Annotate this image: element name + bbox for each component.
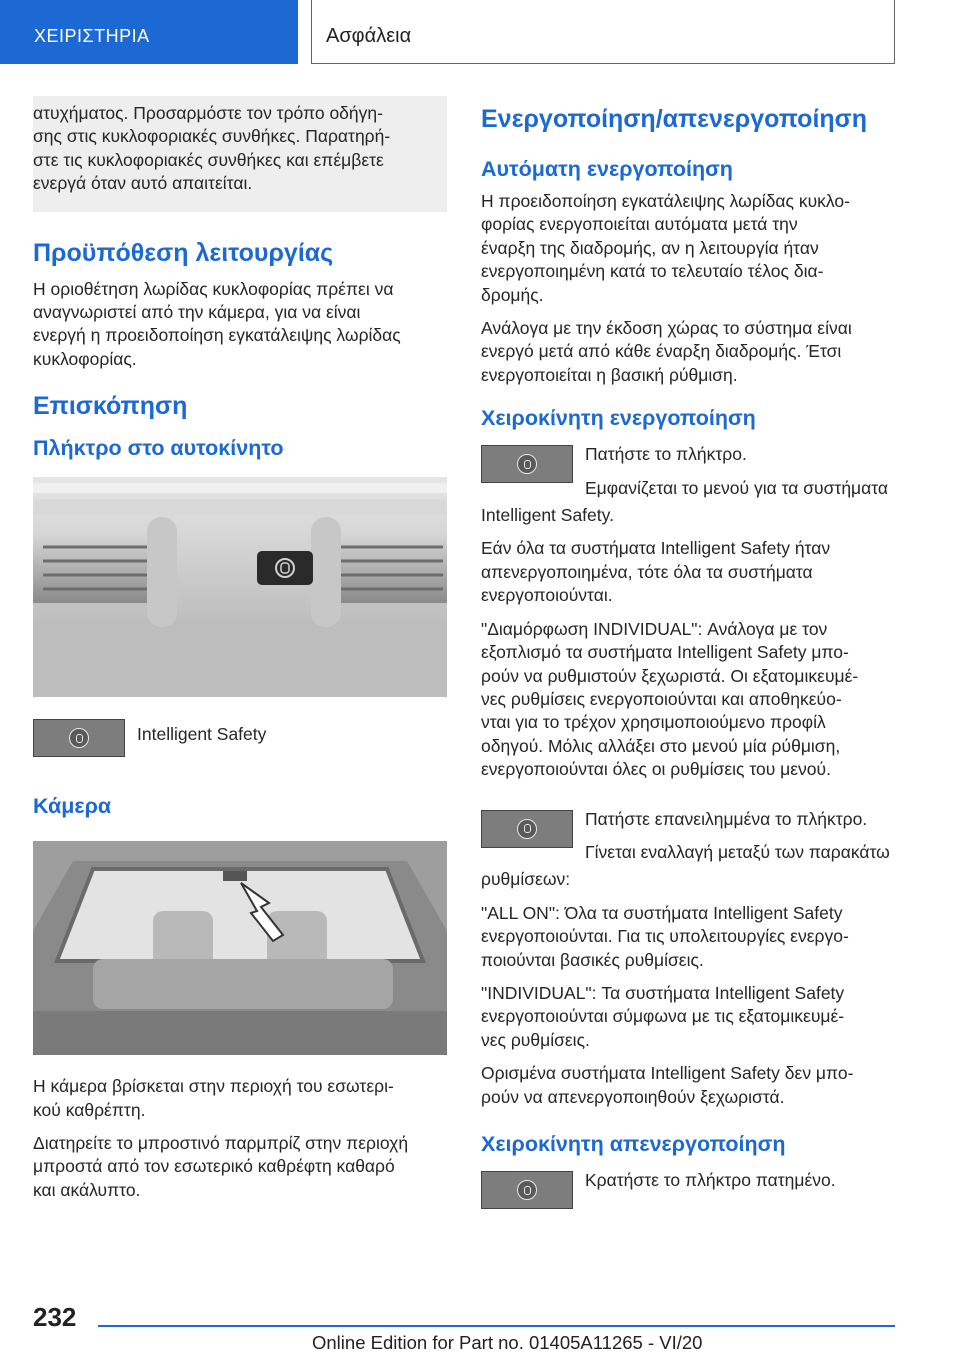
text-line: και ακάλυπτο. bbox=[33, 1179, 141, 1200]
header-section-tab bbox=[0, 0, 298, 64]
text-line: Ορισμένα συστήματα Intelligent Safety δεν μπο- bbox=[481, 1063, 854, 1084]
text-line: απενεργοποιημένα, τότε όλα τα συστήματα bbox=[481, 561, 813, 582]
text-line: δρομής. bbox=[481, 284, 544, 305]
overview-heading: Επισκόπηση bbox=[33, 392, 188, 421]
dashboard-illustration bbox=[33, 477, 447, 697]
camera-heading: Κάμερα bbox=[33, 794, 112, 819]
text-line: ρούν να απενεργοποιηθούν ξεχωριστά. bbox=[481, 1086, 785, 1107]
text-line: μπροστά από τον εσωτερικό καθρέφτη καθαρό bbox=[33, 1156, 395, 1177]
text-line: ποιούνται βασικές ρυθμίσεις. bbox=[481, 949, 704, 970]
text-line: οδηγού. Μόλις αλλάξει στο μενού μία ρύθμιση, bbox=[481, 735, 841, 756]
header-chapter-label: Ασφάλεια bbox=[326, 25, 412, 47]
edition-text: Online Edition for Part no. 01405A11265 - VI/20 bbox=[312, 1332, 703, 1353]
camera-location-photo bbox=[33, 841, 447, 1055]
prerequisite-heading: Προϋπόθεση λειτουργίας bbox=[33, 238, 334, 267]
text-line: κυκλοφορίας. bbox=[33, 348, 137, 369]
step-text: Πατήστε επανειλημμένα το πλήκτρο. bbox=[585, 808, 868, 829]
text-line: έναρξη της διαδρομής, αν η λειτουργία ήταν bbox=[481, 237, 819, 258]
text-line: ενεργό μετά από κάθε έναρξη διαδρομής. Έτσι bbox=[481, 341, 842, 362]
step-text-block bbox=[585, 808, 890, 865]
some-systems-paragraph bbox=[481, 1062, 895, 1109]
text-line: "ALL ON": Όλα τα συστήματα Intelligent Safety bbox=[481, 902, 843, 923]
text-line: ενεργοποιούνται όλες οι ρυθμίσεις του μενού. bbox=[481, 759, 831, 780]
camera-location-paragraph bbox=[33, 1075, 447, 1122]
text-line: αναγνωριστεί από την κάμερα, για να είναι bbox=[33, 302, 361, 323]
step-result-continued: ρυθμίσεων: bbox=[481, 869, 571, 890]
step-text-block bbox=[585, 443, 888, 500]
text-line: ενεργοποιούνται. bbox=[481, 585, 613, 606]
text-line: Εάν όλα τα συστήματα Intelligent Safety ήταν bbox=[481, 538, 831, 559]
header-chapter-box bbox=[311, 0, 895, 64]
text-line: ενεργοποιημένη κατά το τελευταίο τέλος δια- bbox=[481, 261, 824, 282]
auto-activation-heading: Αυτόματη ενεργοποίηση bbox=[481, 157, 733, 181]
note-line: ενεργά όταν αυτό απαιτείται. bbox=[33, 173, 253, 194]
note-line: στε τις κυκλοφοριακές συνθήκες και επέμβετε bbox=[33, 149, 384, 170]
page-number: 232 bbox=[33, 1302, 77, 1332]
intelligent-safety-button-icon bbox=[33, 719, 125, 757]
right-column bbox=[481, 104, 895, 1217]
text-line: Ανάλογα με την έκδοση χώρας το σύστημα είναι bbox=[481, 318, 852, 339]
step-press-repeatedly bbox=[481, 808, 895, 865]
text-line: κού καθρέπτη. bbox=[33, 1099, 146, 1120]
text-line: "Διαμόρφωση INDIVIDUAL": Ανάλογα με τον bbox=[481, 618, 828, 639]
manual-deactivation-heading: Χειροκίνητη απενεργοποίηση bbox=[481, 1132, 786, 1156]
step-result-text: Γίνεται εναλλαγή μεταξύ των παρακάτω bbox=[585, 841, 890, 862]
text-line: Η προειδοποίηση εγκατάλειψης λωρίδας κυκλο- bbox=[481, 191, 850, 211]
text-line: νες ρυθμίσεις ενεργοποιούνται και αποθηκεύο- bbox=[481, 688, 842, 709]
manual-activation-heading: Χειροκίνητη ενεργοποίηση bbox=[481, 406, 756, 431]
step-text: Πατήστε το πλήκτρο. bbox=[585, 444, 747, 465]
text-line: νες ρυθμίσεις. bbox=[481, 1029, 590, 1050]
step-text: Κρατήστε το πλήκτρο πατημένο. bbox=[585, 1170, 836, 1190]
intelligent-safety-button-icon bbox=[481, 1171, 573, 1209]
individual-config-paragraph bbox=[481, 618, 895, 782]
prerequisite-paragraph bbox=[33, 278, 447, 372]
note-line: σης στις κυκλοφοριακές συνθήκες. Παρατηρή- bbox=[33, 126, 391, 147]
footer-divider bbox=[98, 1325, 895, 1327]
header-section-label: ΧΕΙΡΙΣΤΗΡΙΑ bbox=[34, 26, 150, 46]
text-line: ενεργοποιούνται σύμφωνα με τις εξατομικευμέ- bbox=[481, 1006, 845, 1027]
warning-note bbox=[33, 96, 447, 212]
text-line: νται για το τρέχον χρησιμοποιούμενο προφίλ bbox=[481, 712, 826, 733]
all-on-paragraph bbox=[481, 902, 895, 972]
text-line: εξοπλισμό τα συστήματα Intelligent Safety μπο- bbox=[481, 642, 849, 663]
text-line: ενεργοποιείται η βασική ρύθμιση. bbox=[481, 364, 738, 385]
intelligent-safety-button-icon bbox=[481, 810, 573, 848]
step-press-button bbox=[481, 443, 895, 500]
individual-paragraph bbox=[481, 982, 895, 1052]
text-line: ενεργή η προειδοποίηση εγκατάλειψης λωρίδας bbox=[33, 325, 401, 346]
button-in-vehicle-heading: Πλήκτρο στο αυτοκίνητο bbox=[33, 436, 284, 461]
text-line: Διατηρείτε το μπροστινό παρμπρίζ στην περιοχή bbox=[33, 1133, 409, 1154]
text-line: "INDIVIDUAL": Τα συστήματα Intelligent Safety bbox=[481, 982, 845, 1003]
step-result-text: Εμφανίζεται το μενού για τα συστήματα bbox=[585, 477, 889, 498]
text-line: Η οριοθέτηση λωρίδας κυκλοφορίας πρέπει να bbox=[33, 278, 394, 299]
left-column bbox=[33, 96, 447, 1212]
note-line: ατυχήματος. Προσαρμόστε τον τρόπο οδήγη- bbox=[33, 103, 383, 123]
text-line: φορίας ενεργοποιείται αυτόματα μετά την bbox=[481, 214, 798, 235]
all-deactivated-paragraph bbox=[481, 537, 895, 607]
activation-heading: Ενεργοποίηση/απενεργοποίηση bbox=[481, 105, 868, 133]
text-line: Η κάμερα βρίσκεται στην περιοχή του εσωτερι- bbox=[33, 1076, 394, 1097]
country-version-paragraph bbox=[481, 317, 895, 387]
step-result-continued: Intelligent Safety. bbox=[481, 505, 614, 526]
intelligent-safety-row bbox=[33, 717, 447, 757]
camera-illustration bbox=[33, 841, 447, 1055]
step-hold-button bbox=[481, 1169, 895, 1209]
intelligent-safety-button-icon bbox=[481, 445, 573, 483]
dashboard-button-photo bbox=[33, 477, 447, 697]
text-line: ρούν να ρυθμιστούν ξεχωριστά. Οι εξατομικευμέ- bbox=[481, 665, 859, 686]
auto-activation-paragraph bbox=[481, 190, 895, 307]
camera-clean-paragraph bbox=[33, 1132, 447, 1202]
intelligent-safety-label: Intelligent Safety bbox=[137, 724, 267, 745]
text-line: ενεργοποιούνται. Για τις υπολειτουργίες ενεργο- bbox=[481, 926, 849, 947]
